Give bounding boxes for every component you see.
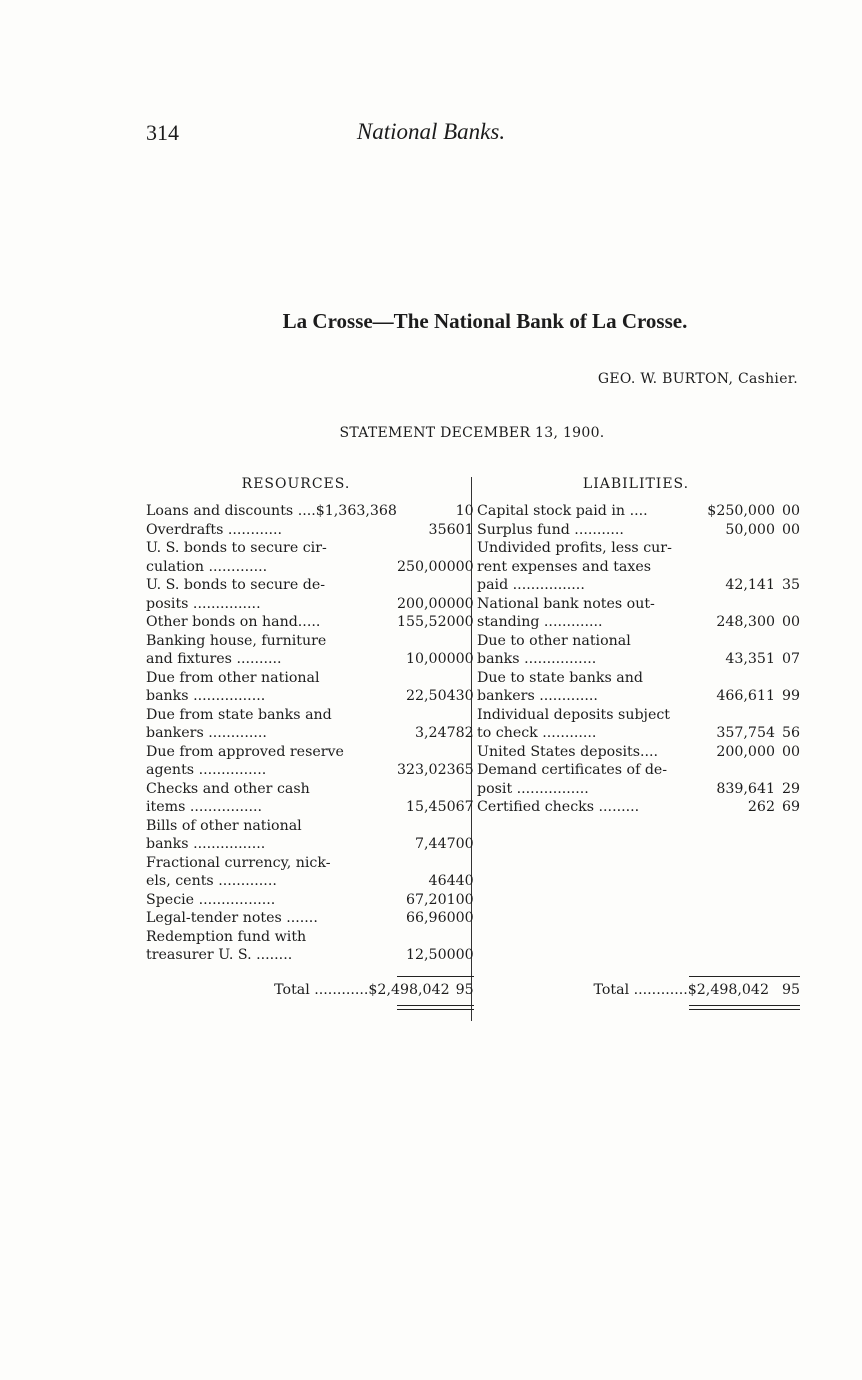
liabilities-amount-cents: 69: [781, 799, 800, 815]
liabilities-row: [477, 558, 800, 577]
resources-table: [146, 502, 474, 1010]
liabilities-row: [477, 632, 800, 651]
liabilities-label: rent expenses and taxes: [477, 558, 652, 575]
resources-label: banks ................: [146, 688, 266, 704]
resources-amount-cents: 00: [455, 558, 474, 575]
resources-label: treasurer U. S. ........: [146, 947, 293, 963]
resources-amount-dollars: 356: [428, 521, 456, 538]
resources-row: [146, 521, 474, 540]
liabilities-label: United States deposits....: [477, 743, 659, 760]
resources-amount-dollars: 200,000: [396, 595, 456, 612]
liabilities-row: [477, 798, 800, 817]
liabilities-amount-dollars: 357,754: [716, 725, 775, 741]
liabilities-label: to check ............: [477, 725, 597, 741]
spacer-row: [477, 817, 800, 836]
resources-amount-dollars: 67,201: [405, 891, 456, 908]
spacer-row: [477, 891, 800, 910]
resources-total-label: Total ............$2,498,042: [274, 981, 450, 998]
liabilities-amount-dollars: 43,351: [725, 651, 775, 667]
spacer-row: [477, 854, 800, 873]
liabilities-row: [477, 539, 800, 558]
resources-row: [146, 669, 474, 688]
liabilities-label: bankers .............: [477, 688, 598, 704]
resources-row: [146, 576, 474, 595]
resources-amount-cents: 65: [455, 762, 474, 778]
page-number: 314: [146, 120, 179, 145]
spacer-row: [477, 928, 800, 947]
resources-amount-cents: 00: [455, 614, 474, 630]
liabilities-amount-dollars: 839,641: [716, 780, 775, 797]
resources-row: [146, 595, 474, 614]
spacer-row: [477, 872, 800, 891]
liabilities-label: Individual deposits subject: [477, 706, 670, 723]
resources-row: [146, 928, 474, 947]
resources-label: Specie .................: [146, 891, 276, 908]
liabilities-row: [477, 706, 800, 725]
resources-label: Legal-tender notes .......: [146, 910, 318, 926]
resources-row: [146, 724, 474, 743]
spacer-row: [477, 909, 800, 928]
resources-amount-dollars: 66,960: [405, 910, 456, 926]
spacer-row: [477, 946, 800, 965]
liabilities-amount-dollars: 466,611: [716, 688, 775, 704]
liabilities-amount-dollars: 200,000: [716, 743, 775, 760]
liabilities-heading: LIABILITIES.: [582, 476, 690, 492]
resources-label: items ................: [146, 799, 263, 815]
resources-label: Bills of other national: [146, 817, 302, 834]
resources-row: [146, 687, 474, 706]
liabilities-amount-cents: 29: [781, 780, 800, 797]
resources-label: Overdrafts ............: [146, 521, 283, 538]
liabilities-sum-rule: [477, 965, 800, 977]
resources-row: [146, 613, 474, 632]
resources-amount-dollars: 12,500: [405, 947, 456, 963]
resources-amount-dollars: 250,000: [396, 558, 456, 575]
resources-amount-cents: 00: [455, 947, 474, 963]
resources-amount-dollars: 3,247: [415, 725, 456, 741]
resources-row: [146, 632, 474, 651]
resources-amount-dollars: 10,000: [405, 651, 456, 667]
resources-label: Fractional currency, nick-: [146, 854, 331, 871]
liabilities-label: Undivided profits, less cur-: [477, 540, 672, 556]
cashier-line: GEO. W. BURTON, Cashier.: [597, 371, 798, 387]
resources-amount-dollars: 155,520: [396, 614, 456, 630]
liabilities-row: [477, 521, 800, 540]
resources-label: posits ...............: [146, 595, 261, 612]
running-head: National Banks.: [356, 119, 506, 144]
resources-label: U. S. bonds to secure de-: [146, 577, 326, 593]
liabilities-label: Surplus fund ...........: [477, 521, 624, 538]
liabilities-row: [477, 650, 800, 669]
liabilities-row: [477, 502, 800, 521]
liabilities-amount-dollars: 42,141: [725, 577, 775, 593]
resources-total-cents: 95: [455, 981, 474, 998]
liabilities-row: [477, 780, 800, 799]
resources-sum-rule: [146, 965, 474, 977]
resources-row: [146, 743, 474, 762]
resources-amount-cents: 82: [455, 725, 474, 741]
resources-row: [146, 946, 474, 965]
resources-row: [146, 909, 474, 928]
liabilities-amount-cents: 00: [781, 503, 800, 519]
resources-row: [146, 798, 474, 817]
liabilities-label: Due to state banks and: [477, 669, 643, 686]
resources-row: [146, 650, 474, 669]
liabilities-amount-cents: 00: [781, 743, 800, 760]
liabilities-label: standing .............: [477, 614, 603, 630]
liabilities-row: [477, 687, 800, 706]
resources-total-double-rule: [146, 999, 474, 1010]
resources-label: bankers .............: [146, 725, 267, 741]
resources-row: [146, 502, 474, 521]
resources-row: [146, 539, 474, 558]
liabilities-amount-cents: 00: [781, 521, 800, 538]
liabilities-label: banks ................: [477, 651, 597, 667]
resources-label: Checks and other cash: [146, 780, 310, 797]
resources-row: [146, 891, 474, 910]
resources-amount-dollars: 323,023: [396, 762, 456, 778]
resources-row: [146, 558, 474, 577]
resources-label: banks ................: [146, 836, 266, 852]
resources-row: [146, 854, 474, 873]
resources-amount-cents: 00: [455, 836, 474, 852]
liabilities-amount-cents: 99: [781, 688, 800, 704]
liabilities-amount-cents: 56: [781, 725, 800, 741]
resources-amount-cents: 10: [455, 503, 474, 519]
liabilities-amount-dollars: 248,300: [716, 614, 775, 630]
liabilities-label: Demand certificates of de-: [477, 762, 668, 778]
liabilities-total-cents: 95: [781, 981, 800, 998]
resources-row: [146, 761, 474, 780]
liabilities-label: National bank notes out-: [477, 595, 655, 612]
liabilities-table: [477, 502, 800, 1010]
resources-row: [146, 872, 474, 891]
liabilities-amount-cents: 07: [781, 651, 800, 667]
liabilities-total-row: [477, 977, 800, 1000]
liabilities-amount-dollars: 262: [747, 799, 775, 815]
resources-label: Banking house, furniture: [146, 632, 327, 649]
resources-amount-cents: 01: [455, 521, 474, 538]
liabilities-row: [477, 595, 800, 614]
resources-label: Due from state banks and: [146, 706, 332, 723]
resources-amount-dollars: 7,447: [415, 836, 456, 852]
liabilities-row: [477, 761, 800, 780]
liabilities-total-double-rule: [477, 999, 800, 1010]
resources-label: and fixtures ..........: [146, 651, 282, 667]
resources-amount-dollars: 22,504: [405, 688, 456, 704]
resources-label: Redemption fund with: [146, 928, 307, 945]
resources-row: [146, 706, 474, 725]
resources-amount-cents: 67: [455, 799, 474, 815]
resources-amount-dollars: [397, 502, 456, 521]
resources-row: [146, 780, 474, 799]
resources-amount-cents: 00: [455, 891, 474, 908]
resources-amount-cents: 40: [455, 873, 474, 889]
liabilities-label: posit ................: [477, 780, 589, 797]
resources-amount-cents: 00: [455, 910, 474, 926]
resources-label: Due from other national: [146, 669, 320, 686]
liabilities-label: Certified checks .........: [477, 799, 640, 815]
resources-label: U. S. bonds to secure cir-: [146, 540, 327, 556]
liabilities-row: [477, 724, 800, 743]
liabilities-amount-cents: 35: [781, 577, 800, 593]
liabilities-row: [477, 613, 800, 632]
liabilities-row: [477, 743, 800, 762]
liabilities-label: Capital stock paid in ....: [477, 503, 648, 519]
liabilities-label: paid ................: [477, 577, 585, 593]
resources-total-row: [146, 977, 474, 1000]
resources-label: culation .............: [146, 558, 268, 575]
resources-label: Loans and discounts ....$1,363,368: [146, 503, 397, 519]
liabilities-row: [477, 669, 800, 688]
liabilities-row: [477, 576, 800, 595]
liabilities-total-label: Total ............$2,498,042: [593, 981, 769, 998]
liabilities-amount-dollars: 50,000: [725, 521, 775, 538]
liabilities-label: Due to other national: [477, 632, 631, 649]
resources-label: els, cents .............: [146, 873, 277, 889]
statement-date: STATEMENT DECEMBER 13, 1900.: [339, 425, 605, 441]
page-title: La Crosse—The National Bank of La Crosse.: [282, 309, 688, 333]
spacer-row: [477, 835, 800, 854]
resources-heading: RESOURCES.: [241, 476, 351, 492]
resources-amount-cents: 30: [455, 688, 474, 704]
resources-amount-cents: 00: [455, 651, 474, 667]
resources-row: [146, 835, 474, 854]
resources-label: agents ...............: [146, 762, 267, 778]
resources-amount-dollars: 15,450: [405, 799, 456, 815]
liabilities-amount-cents: 00: [781, 614, 800, 630]
resources-label: Other bonds on hand.....: [146, 614, 321, 630]
liabilities-amount-dollars: $250,000: [707, 503, 775, 519]
resources-amount-cents: 00: [455, 595, 474, 612]
resources-row: [146, 817, 474, 836]
resources-amount-dollars: 464: [428, 873, 456, 889]
resources-label: Due from approved reserve: [146, 743, 344, 760]
